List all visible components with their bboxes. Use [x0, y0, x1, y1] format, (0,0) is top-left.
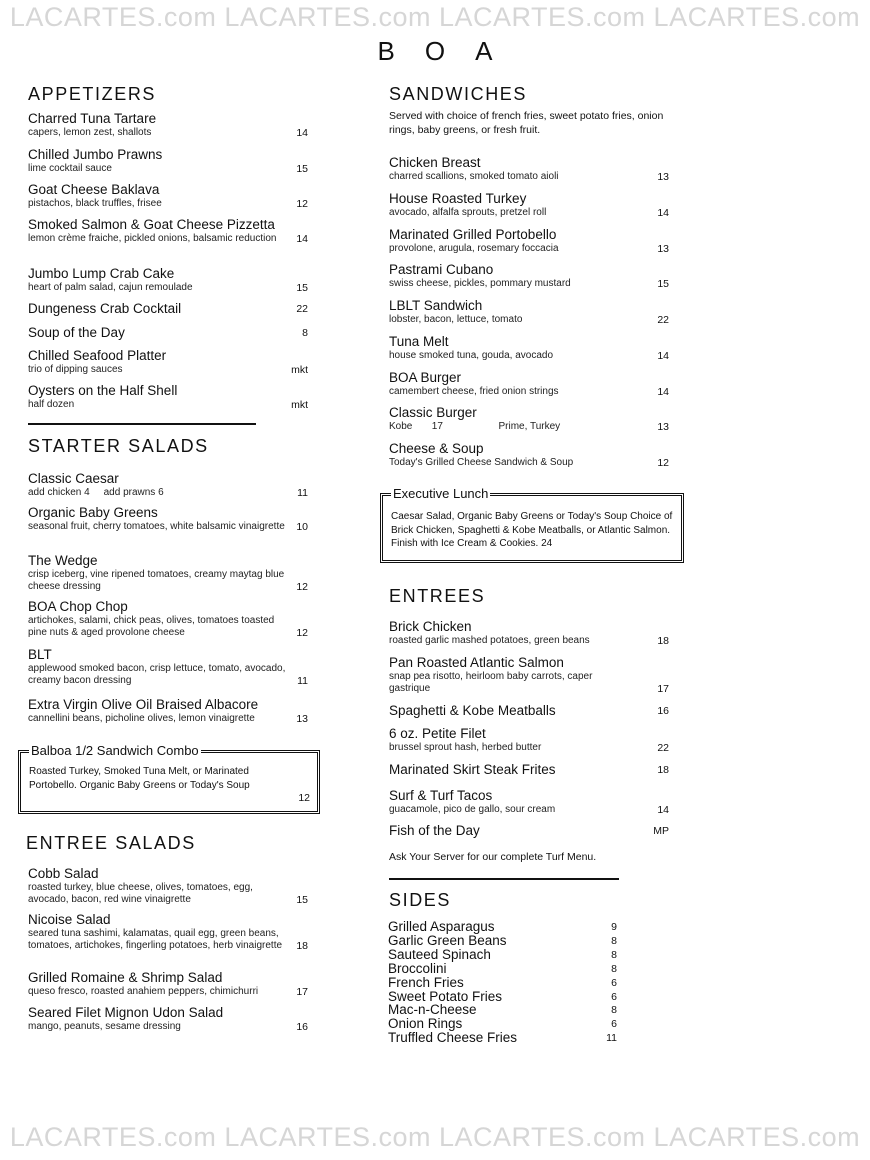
item-name: Marinated Grilled Portobello	[389, 227, 557, 242]
item-price: 16	[296, 1021, 308, 1033]
side-item-price: 9	[611, 921, 617, 933]
item-price: 12	[296, 581, 308, 593]
item-price: 13	[657, 243, 669, 255]
item-description: applewood smoked bacon, crisp lettuce, tomato, avocado, creamy bacon dressing	[28, 663, 289, 686]
item-price: 14	[296, 233, 308, 245]
starter-salads-title: STARTER SALADS	[28, 436, 209, 456]
appetizer-item	[28, 147, 298, 175]
item-price: 15	[296, 282, 308, 294]
item-name: Classic Caesar	[28, 471, 119, 486]
sandwiches-title: SANDWICHES	[389, 84, 528, 104]
item-price: mkt	[291, 364, 308, 376]
side-item-name: French Fries	[388, 974, 464, 990]
executive-lunch-box	[380, 486, 684, 563]
item-description: cannellini beans, picholine olives, lemon vinaigrette	[28, 713, 255, 724]
executive-lunch-title: Executive Lunch	[393, 486, 489, 501]
item-description: mango, peanuts, sesame dressing	[28, 1021, 181, 1032]
side-item-price: 6	[611, 990, 617, 1003]
appetizer-item	[28, 325, 298, 341]
item-price: 15	[296, 894, 308, 906]
sides-title: SIDES	[389, 890, 452, 910]
combo-price: 12	[298, 792, 310, 804]
item-price: 17	[296, 986, 308, 998]
sandwich-item	[389, 262, 649, 290]
item-description: crisp iceberg, vine ripened tomatoes, creamy maytag blue cheese dressing	[28, 569, 288, 592]
item-name: Brick Chicken	[389, 619, 472, 634]
item-description: swiss cheese, pickles, pommary mustard	[389, 278, 571, 289]
side-item-name: Sweet Potato Fries	[388, 988, 503, 1004]
starter-salad-item	[28, 697, 306, 725]
item-price: 18	[657, 635, 669, 647]
item-description: add chicken 4 add prawns 6	[28, 487, 164, 498]
item-price: 14	[657, 386, 669, 398]
sandwich-item	[389, 441, 649, 469]
item-description: roasted garlic mashed potatoes, green beans	[389, 635, 590, 646]
item-price: 13	[657, 421, 669, 433]
side-item-name: Truffled Cheese Fries	[388, 1030, 518, 1046]
item-price: 12	[296, 627, 308, 639]
item-description: queso fresco, roasted anahiem peppers, chimichurri	[28, 986, 259, 997]
combo-text: Roasted Turkey, Smoked Tuna Melt, or Marinated Portobello. Organic Baby Greens or Today's Soup	[29, 766, 250, 791]
item-name: Extra Virgin Olive Oil Braised Albacore	[28, 697, 259, 712]
entree-salad-item	[28, 1005, 308, 1033]
item-name: BLT	[28, 647, 52, 662]
item-name: Soup of the Day	[28, 325, 125, 340]
item-price: MP	[653, 825, 669, 837]
appetizer-item	[28, 182, 298, 210]
side-item-name: Garlic Green Beans	[388, 932, 507, 948]
item-description: Kobe 17 Prime, Turkey	[389, 421, 561, 432]
side-item-name: Sauteed Spinach	[388, 946, 491, 962]
entree-item	[389, 703, 649, 719]
item-price: 14	[657, 804, 669, 816]
entree-salad-item	[28, 970, 308, 998]
item-price: 10	[296, 521, 308, 533]
item-name: BOA Chop Chop	[28, 599, 128, 614]
item-description: lemon crème fraiche, pickled onions, balsamic reduction	[28, 233, 277, 244]
entree-salad-item	[28, 866, 308, 906]
item-price: 18	[657, 764, 669, 776]
item-price: 11	[297, 675, 308, 687]
item-description: lime cocktail sauce	[28, 163, 112, 174]
starter-salad-item	[28, 647, 306, 687]
item-description: camembert cheese, fried onion strings	[389, 386, 559, 397]
item-price: 22	[657, 742, 669, 754]
item-description: artichokes, salami, chick peas, olives, tomatoes toasted pine nuts & aged provolone cheese	[28, 615, 278, 638]
item-price: 8	[302, 327, 308, 339]
item-description: avocado, alfalfa sprouts, pretzel roll	[389, 207, 547, 218]
starter-salad-item	[28, 553, 306, 593]
section-divider	[389, 878, 619, 880]
entree-item	[389, 788, 649, 816]
item-name: Marinated Skirt Steak Frites	[389, 762, 556, 777]
restaurant-logo: BOA	[377, 36, 523, 66]
item-name: Jumbo Lump Crab Cake	[28, 266, 175, 281]
item-name: Pastrami Cubano	[389, 262, 494, 277]
item-price: 15	[657, 278, 669, 290]
item-description: roasted turkey, blue cheese, olives, tomatoes, egg, avocado, bacon, red wine vinaigrette	[28, 882, 256, 905]
appetizer-item	[28, 111, 298, 139]
item-price: 18	[296, 940, 308, 952]
side-item-name: Grilled Asparagus	[388, 919, 495, 934]
item-description: lobster, bacon, lettuce, tomato	[389, 314, 523, 325]
sandwiches-note: Served with choice of french fries, sweet potato fries, onion rings, baby greens, or fresh fruit.	[389, 110, 664, 136]
item-description: trio of dipping sauces	[28, 364, 123, 375]
watermark-top: LACARTES.com LACARTES.com LACARTES.com LACARTES.com	[9, 2, 861, 32]
starter-salad-item	[28, 505, 306, 533]
item-description: charred scallions, smoked tomato aioli	[389, 171, 559, 182]
appetizer-item	[28, 383, 298, 411]
item-name: Classic Burger	[389, 405, 477, 420]
sandwich-item	[389, 370, 649, 398]
item-name: Fish of the Day	[389, 823, 480, 838]
item-name: Chicken Breast	[389, 155, 481, 170]
item-name: Dungeness Crab Cocktail	[28, 301, 182, 316]
entree-item	[389, 762, 649, 778]
item-price: 14	[296, 127, 308, 139]
item-price: 16	[657, 705, 669, 717]
watermark-bottom: LACARTES.com LACARTES.com LACARTES.com LACARTES.com	[9, 1122, 861, 1152]
side-item-name: Onion Rings	[388, 1016, 463, 1032]
section-divider	[28, 423, 256, 425]
item-price: 13	[657, 171, 669, 183]
item-description: brussel sprout hash, herbed butter	[389, 742, 542, 753]
item-price: mkt	[291, 399, 308, 411]
item-name: Cobb Salad	[28, 866, 99, 881]
item-name: 6 oz. Petite Filet	[389, 726, 486, 741]
item-name: Seared Filet Mignon Udon Salad	[28, 1005, 224, 1020]
item-name: The Wedge	[28, 553, 98, 568]
starter-salad-item	[28, 471, 306, 499]
entree-item	[389, 726, 649, 754]
item-price: 14	[657, 350, 669, 362]
item-description: half dozen	[28, 399, 75, 410]
entree-salad-item	[28, 912, 308, 952]
side-item-price: 11	[606, 1032, 617, 1045]
executive-lunch-text: Caesar Salad, Organic Baby Greens or Today's Soup Choice of Brick Chicken, Spaghetti & Kobe Meatballs, or Atlantic Salmon. Finish with Ice Cream & Cookies. 24	[391, 511, 673, 549]
item-description: provolone, arugula, rosemary foccacia	[389, 243, 559, 254]
starter-salad-item	[28, 599, 306, 639]
sandwich-item	[389, 227, 649, 255]
side-item-price: 8	[611, 934, 617, 947]
item-name: Tuna Melt	[389, 334, 449, 349]
side-item-name: Broccolini	[388, 960, 447, 976]
side-item-price: 8	[611, 962, 617, 975]
turf-menu-note: Ask Your Server for our complete Turf Menu.	[389, 851, 597, 863]
item-name: BOA Burger	[389, 370, 462, 385]
item-price: 11	[297, 487, 308, 499]
appetizer-item	[28, 266, 298, 294]
item-description: pistachos, black truffles, frisee	[28, 198, 162, 209]
sandwich-item	[389, 405, 649, 433]
side-item-price: 6	[611, 1018, 617, 1031]
item-price: 22	[296, 303, 308, 315]
item-name: Pan Roasted Atlantic Salmon	[389, 655, 564, 670]
item-name: Oysters on the Half Shell	[28, 383, 178, 398]
item-price: 12	[657, 457, 669, 469]
entree-item	[389, 655, 649, 695]
item-description: heart of palm salad, cajun remoulade	[28, 282, 193, 293]
item-name: Smoked Salmon & Goat Cheese Pizzetta	[28, 217, 275, 232]
item-price: 12	[296, 198, 308, 210]
item-price: 15	[296, 163, 308, 175]
item-name: Goat Cheese Baklava	[28, 182, 160, 197]
side-item-price: 8	[611, 948, 617, 961]
item-name: Chilled Jumbo Prawns	[28, 147, 163, 162]
entree-item	[389, 823, 649, 839]
combo-box	[18, 743, 320, 814]
item-price: 22	[657, 314, 669, 326]
item-description: capers, lemon zest, shallots	[28, 127, 152, 138]
item-price: 13	[296, 713, 308, 725]
combo-title: Balboa 1/2 Sandwich Combo	[31, 743, 199, 758]
item-name: Chilled Seafood Platter	[28, 348, 167, 363]
sandwich-item	[389, 191, 649, 219]
item-name: Charred Tuna Tartare	[28, 111, 157, 126]
item-name: Nicoise Salad	[28, 912, 111, 927]
item-description: house smoked tuna, gouda, avocado	[389, 350, 554, 361]
entree-salads-title: ENTREE SALADS	[26, 833, 196, 853]
entrees-title: ENTREES	[389, 586, 486, 606]
item-name: Organic Baby Greens	[28, 505, 158, 520]
item-name: Surf & Turf Tacos	[389, 788, 493, 803]
item-name: House Roasted Turkey	[389, 191, 527, 206]
side-item-price: 8	[611, 1004, 617, 1017]
appetizers-title: APPETIZERS	[28, 84, 157, 104]
sandwich-item	[389, 155, 649, 183]
item-price: 17	[657, 683, 669, 695]
appetizer-item	[28, 348, 298, 376]
executive-lunch-price: 24	[541, 538, 553, 549]
sandwich-item	[389, 298, 649, 326]
item-name: LBLT Sandwich	[389, 298, 483, 313]
item-name: Grilled Romaine & Shrimp Salad	[28, 970, 223, 985]
item-name: Spaghetti & Kobe Meatballs	[389, 703, 556, 718]
appetizer-item	[28, 301, 298, 317]
item-description: snap pea risotto, heirloom baby carrots, caper gastrique	[389, 671, 596, 694]
side-item-price: 6	[611, 976, 617, 989]
side-item-name: Mac-n-Cheese	[388, 1002, 477, 1018]
item-description: seared tuna sashimi, kalamatas, quail egg, green beans, tomatoes, artichokes, fingerling potatoes, herb vinaigrette	[28, 928, 283, 951]
item-price: 14	[657, 207, 669, 219]
item-description: Today's Grilled Cheese Sandwich & Soup	[389, 457, 574, 468]
item-description: guacamole, pico de gallo, sour cream	[389, 804, 556, 815]
item-description: seasonal fruit, cherry tomatoes, white balsamic vinaigrette	[28, 521, 285, 532]
appetizer-item	[28, 217, 298, 245]
entree-item	[389, 619, 649, 647]
item-name: Cheese & Soup	[389, 441, 484, 456]
sandwich-item	[389, 334, 649, 362]
